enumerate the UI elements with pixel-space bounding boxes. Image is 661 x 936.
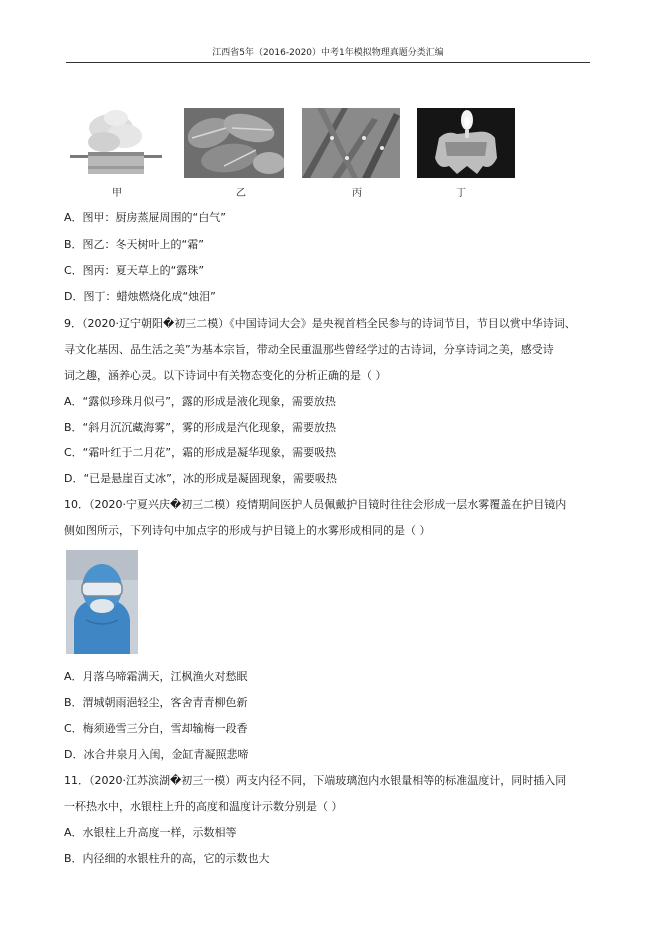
page-header: 江西省5年（2016-2020）中考1年模拟物理真题分类汇编 <box>66 46 590 63</box>
option-d-text: D．图丁：蜡烛燃烧化成“烛泪” <box>64 290 216 303</box>
question-10-option-a: A．月落乌啼霜满天，江枫渔火对愁眠 <box>64 670 248 683</box>
figure-label-bing: 丙 <box>352 188 362 199</box>
question-10-line-2: 侧如图所示，下列诗句中加点字的形成与护目镜上的水雾形成相同的是（ ） <box>64 524 431 537</box>
figure-dewy-grass <box>302 108 400 178</box>
figure-label-yi: 乙 <box>236 188 246 199</box>
figure-label-jia: 甲 <box>112 188 122 199</box>
question-9-line-3: 词之趣，涵养心灵。以下诗词中有关物态变化的分析正确的是（ ） <box>64 369 387 382</box>
question-10-option-d: D．冰合井泉月入闺，金缸青凝照悲啼 <box>64 748 249 761</box>
question-11-option-b: B．内径细的水银柱升的高，它的示数也大 <box>64 852 270 865</box>
figure-label-ding: 丁 <box>456 188 466 199</box>
question-10-option-b: B．渭城朝雨浥轻尘，客舍青青柳色新 <box>64 696 248 709</box>
question-9-option-a: A．“露似珍珠月似弓”，露的形成是液化现象，需要放热 <box>64 395 336 408</box>
question-11-line-2: 一杯热水中，水银柱上升的高度和温度计示数分别是（ ） <box>64 800 343 813</box>
question-11-option-a: A．水银柱上升高度一样，示数相等 <box>64 826 237 839</box>
question-9-option-c: C．“霜叶红于二月花”，霜的形成是凝华现象，需要吸热 <box>64 446 337 459</box>
question-9-option-b: B．“斜月沉沉藏海雾”，雾的形成是汽化现象，需要放热 <box>64 421 336 434</box>
question-11-line-1: 11．（2020·江苏滨湖�初三一模）两支内径不同，下端玻璃泡内水银量相等的标准温度计，同时插入同 <box>64 774 567 787</box>
option-c-text: C．图丙：夏天草上的“露珠” <box>64 264 205 277</box>
figure-melting-candle <box>417 108 515 178</box>
question-10-option-c: C．梅须逊雪三分白，雪却输梅一段香 <box>64 722 248 735</box>
question-9-line-2: 寻文化基因、品生活之美”为基本宗旨，带动全民重温那些曾经学过的古诗词，分享诗词之美，感受诗 <box>64 343 554 356</box>
figure-steaming-pot <box>66 108 164 178</box>
option-b-text: B．图乙：冬天树叶上的“霜” <box>64 238 204 251</box>
question-10-line-1: 10．（2020·宁夏兴庆�初三二模）疫情期间医护人员佩戴护目镜时往往会形成一层水雾覆盖在护目镜内 <box>64 498 567 511</box>
option-a-text: A．图甲：厨房蒸屉周围的“白气” <box>64 211 226 224</box>
question-9-line-1: 9．（2020·辽宁朝阳�初三二模）《中国诗词大会》是央视首档全民参与的诗词节目，节目以赏中华诗词、 <box>64 317 576 330</box>
figure-frosted-leaves <box>184 108 284 178</box>
question-9-option-d: D．“已是悬崖百丈冰”，冰的形成是凝固现象，需要吸热 <box>64 472 337 485</box>
medical-worker-photo <box>66 550 138 654</box>
